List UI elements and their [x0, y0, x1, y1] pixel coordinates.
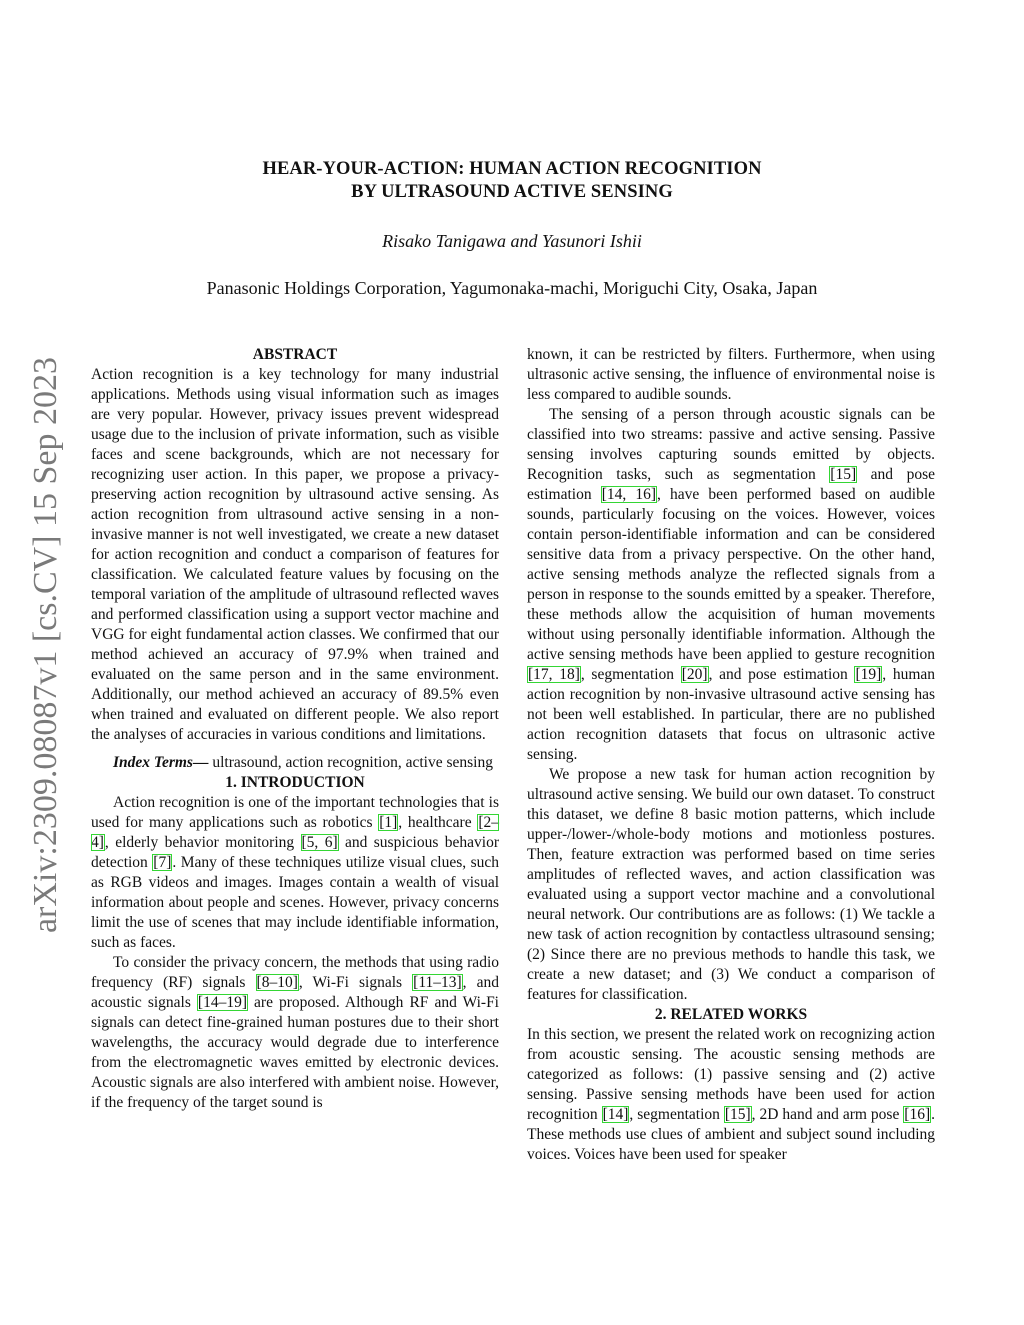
intro-paragraph-2: To consider the privacy concern, the methods that using radio frequency (RF) signals [8–10], Wi-Fi signals [11–13], and acoustic signals [14–19] are proposed. Although RF and Wi-Fi signals can detect fine-grained human postures due to their short wavelengths, the accuracy would degrade due to interference from the electromagnetic waves emitted by electronic devices. Acoustic signals are also interfered with ambient noise. However, if the frequency of the target sound is: [91, 954, 499, 1111]
abstract-heading: ABSTRACT: [252, 346, 338, 363]
title-line-1: HEAR-YOUR-ACTION: HUMAN ACTION RECOGNITION: [262, 159, 762, 179]
citation-link[interactable]: [19]: [855, 666, 882, 683]
citation-link[interactable]: [11–13]: [413, 974, 462, 991]
affiliation: Panasonic Holdings Corporation, Yagumonaka-machi, Moriguchi City, Osaka, Japan: [206, 278, 818, 298]
citation-link[interactable]: [20]: [681, 666, 708, 683]
citation-link[interactable]: [7]: [153, 854, 172, 871]
citation-link[interactable]: [17, 18]: [528, 666, 580, 683]
introduction-heading: 1. INTRODUCTION: [225, 774, 365, 791]
paper-title: [150, 158, 874, 204]
citation-link[interactable]: [14]: [602, 1106, 629, 1123]
abstract-text: Action recognition is a key technology for many industrial applications. Methods using visual information such as images are very popular. However, privacy issues prevent widespread usage due to the inclusion of private information, such as visible faces and scene backgrounds, which are not necessary for recognizing user action. In this paper, we propose a privacy-preserving action recognition by ultrasound active sensing. As action recognition from ultrasound active sensing in a non-invasive manner is not well investigated, we create a new dataset for action recognition and conduct a comparison of features for classification. We calculated feature values by focusing on the temporal variation of the amplitude of ultrasound reflected waves and performed classification using a support vector machine and VGG for eight fundamental action classes. We confirmed that our method achieved an accuracy of 97.9% when trained and evaluated on the same person and in the same environment. Additionally, our method achieved an accuracy of 89.5% even when trained and evaluated on different people. We also report the analyses of accuracies in various conditions and limitations.: [91, 366, 499, 743]
title-line-2: BY ULTRASOUND ACTIVE SENSING: [351, 182, 673, 202]
citation-link[interactable]: [8–10]: [256, 974, 298, 991]
authors: Risako Tanigawa and Yasunori Ishii: [382, 231, 642, 251]
citation-link[interactable]: [2–4]: [91, 814, 499, 851]
index-terms: [91, 753, 499, 773]
intro-paragraph-5: We propose a new task for human action recognition by ultrasound active sensing. We build our own dataset. To construct this dataset, we define 8 basic motion patterns, which include upper-/lower-/whole-body motions and motionless postures. Then, feature extraction was performed based on time series amplitudes of reflected waves, and action classification was evaluated using a support vector machine and a convolutional neural network. Our contributions are as follows: (1) We tackle a new task of action recognition by contactless ultrasound sensing; (2) Since there are no previous methods to handle this task, we create a new dataset; and (3) We conduct a comparison of features for classification.: [527, 766, 935, 1003]
citation-link[interactable]: [16]: [904, 1106, 931, 1123]
index-terms-text: ultrasound, action recognition, active sensing: [208, 754, 493, 771]
intro-paragraph-4: The sensing of a person through acoustic signals can be classified into two streams: passive and active sensing. Passive sensing involves capturing sounds emitted by objects. Recognition tasks, such as segmentation [15] and pose estimation [14, 16], have been performed based on audible sounds, particularly focusing on the voices. However, voices contain person-identifiable information and can be considered sensitive data from a privacy perspective. On the other hand, active sensing methods analyze the reflected signals from a person in response to the sounds emitted by a speaker. Therefore, these methods allow the acquisition of human movements without using personally identifiable information. Although the active sensing methods have been applied to gesture recognition [17, 18], segmentation [20], and pose estimation [19], human action recognition by non-invasive ultrasound active sensing has not been well established. In particular, there are no published action recognition datasets that focus on ultrasonic active sensing.: [527, 406, 936, 763]
intro-paragraph-3: known, it can be restricted by filters. Furthermore, when using ultrasonic active sensing, the influence of environmental noise is less compared to audible sounds.: [527, 346, 935, 403]
citation-link[interactable]: [1]: [379, 814, 398, 831]
citation-link[interactable]: [5, 6]: [301, 834, 338, 851]
related-paragraph-1: In this section, we present the related work on recognizing action from acoustic sensing. The acoustic sensing methods are categorized as follows: (1) passive sensing and (2) active sensing. Passive sensing methods have been used for action recognition [14], segmentation [15], 2D hand and arm pose [16]. These methods use clues of ambient and subject sound including voices. Voices have been used for speaker: [527, 1026, 935, 1163]
citation-link[interactable]: [15]: [830, 466, 857, 483]
intro-paragraph-1: Action recognition is one of the important technologies that is used for many applications such as robotics [1], healthcare [2–4], elderly behavior monitoring [5, 6] and suspicious behavior detection [7]. Many of these techniques utilize visual clues, such as RGB videos and images. Images contain a wealth of visual information about people and scenes. However, privacy concerns limit the use of scenes that may include identifiable information, such as faces.: [91, 794, 499, 951]
index-terms-label: Index Terms—: [113, 754, 209, 771]
left-column: [91, 345, 499, 1113]
citation-link[interactable]: [14, 16]: [601, 486, 656, 503]
citation-link[interactable]: [14–19]: [197, 994, 247, 1011]
right-column: [527, 345, 935, 1165]
arxiv-id: arXiv:2309.08087v1 [cs.CV] 15 Sep 2023: [27, 356, 64, 934]
citation-link[interactable]: [15]: [724, 1106, 751, 1123]
related-works-heading: 2. RELATED WORKS: [654, 1006, 808, 1023]
